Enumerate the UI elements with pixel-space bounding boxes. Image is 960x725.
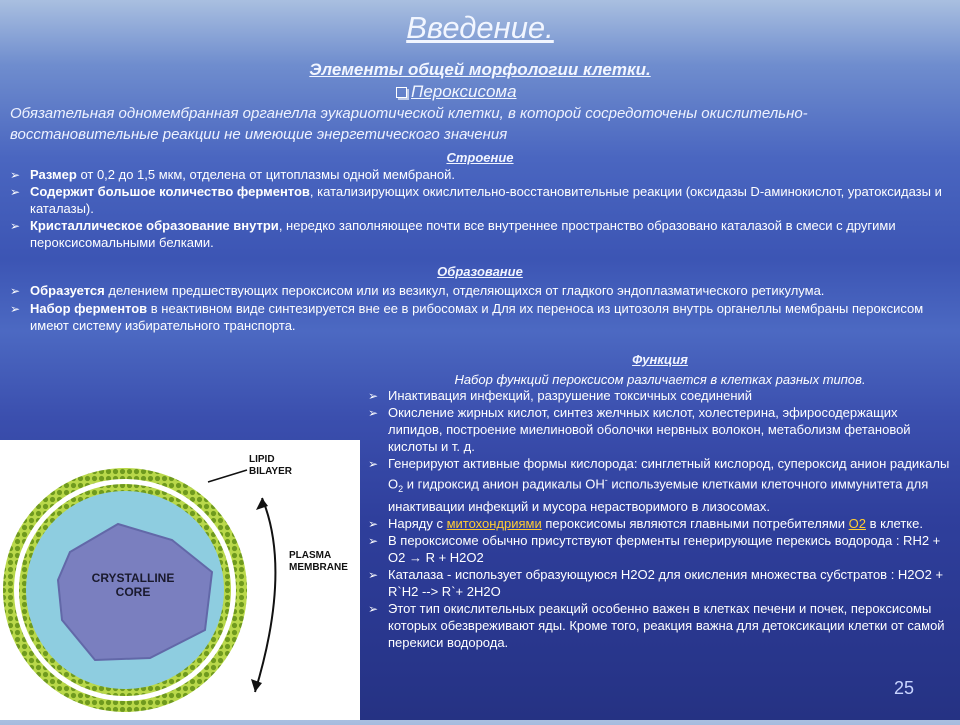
- arrow-bullet-icon: ➢: [10, 185, 21, 199]
- arrow-bullet-icon: ➢: [10, 284, 21, 298]
- arrow-bullet-icon: ➢: [368, 516, 379, 531]
- plasma-membrane-label: PLASMA: [289, 550, 332, 561]
- lipid-pointer-line: [208, 470, 247, 482]
- structure-list: [6, 166, 950, 251]
- arrow-bullet-icon: ➢: [10, 168, 21, 182]
- arrow-bullet-icon: ➢: [368, 533, 379, 548]
- core-label: CRYSTALLINE: [91, 571, 175, 585]
- list-item: ➢ Генерируют активные формы кислорода: синглетный кислород, супероксид анион радикалы $О_2$ и гидроксид анион радикалы ОН- используемые клетками клеточного иммунитета для инактивации инфекций и мусора нерастворимого в лизосомах.: [368, 456, 950, 514]
- definition-text: Обязательная одномембранная органелла эукариотической клетки, в которой сосредоточены окислительно-восстановительные реакции не имеющие энергетического значения: [10, 105, 808, 143]
- core-label: CORE: [115, 585, 151, 599]
- checkbox-bullet-icon: [396, 87, 407, 98]
- list-item: ➢ Инактивация инфекций, разрушение токсичных соединений: [368, 388, 753, 403]
- organelle-name: Пероксисома: [411, 82, 517, 101]
- lipid-bilayer-label: LIPID: [249, 454, 275, 465]
- arrow-bullet-icon: ➢: [368, 406, 379, 420]
- organelle-heading: [396, 82, 517, 102]
- membrane-arc-arrow: [255, 498, 275, 692]
- function-heading: Функция: [632, 352, 688, 367]
- structure-heading: Строение: [446, 150, 514, 165]
- arrow-bullet-icon: ➢: [368, 389, 379, 403]
- lipid-bilayer-label: BILAYER: [249, 466, 292, 477]
- formation-list: [6, 282, 950, 334]
- formation-heading: Образование: [437, 264, 523, 279]
- peroxisome-illustration: [0, 440, 360, 720]
- list-item: ➢ Содержит большое количество ферментов, катализирующих окислительно-восстановительные реакции (оксидазы D-аминокислот, уратоксидазы и каталазы).: [10, 184, 942, 216]
- mitochondria-link[interactable]: митохондриями: [446, 515, 542, 531]
- function-list: [364, 387, 950, 651]
- peroxisome-diagram: [0, 440, 360, 720]
- list-item: ➢ Размер от 0,2 до 1,5 мкм, отделена от цитоплазмы одной мембраной.: [10, 167, 455, 182]
- function-intro: Набор функций пероксисом различается в клетках разных типов.: [454, 372, 866, 387]
- list-item: ➢ Набор ферментов в неактивном виде синтезируется вне ее в рибосомах и Для их переноса из цитозоля внутрь органеллы мембраны пероксисом имеют систему избирательного транспорта.: [10, 301, 924, 333]
- arrow-bullet-icon: ➢: [368, 567, 379, 582]
- list-item: ➢ В пероксисоме обычно присутствуют ферменты генерирующие перекись водорода : RH2 + O2 → R + H2O2: [368, 532, 941, 565]
- list-item: ➢ Кристаллическое образование внутри, нередко заполняющее почти все внутреннее пространство образовано каталазой в смеси с другими пероксисомальными белками.: [10, 218, 896, 250]
- list-item: ➢ Этот тип окислительных реакций особенно важен в клетках печени и почек, пероксисомы которых обезвреживают яды. Кроме того, реакция важна для детоксикации клетки от самой перекиси водорода.: [368, 600, 945, 650]
- list-item: ➢ Образуется делением предшествующих пероксисом или из везикул, отделяющихся от гладкого эндоплазматического ретикулума.: [10, 283, 825, 298]
- list-item: ➢ Наряду с митохондриями пероксисомы являются главными потребителями O2 в клетке.: [368, 515, 923, 531]
- list-item: ➢ Каталаза - использует образующуюся H2O2 для окисления множества субстратов : H2O2 + R`H2 --> R`+ 2H2O: [368, 566, 944, 599]
- oxygen-link[interactable]: O2: [848, 515, 866, 531]
- page-number: 25: [894, 678, 915, 698]
- slide-subtitle: Элементы общей морфологии клетки.: [309, 60, 651, 79]
- arrow-bullet-icon: ➢: [10, 302, 21, 316]
- arrow-head-icon: [251, 679, 262, 692]
- list-item: ➢ Окисление жирных кислот, синтез желчных кислот, холестерина, эфиросодержащих липидов, построение миелиновой оболочки нервных волокон, метаболизм фетановой кислоты и т. д.: [368, 405, 911, 454]
- slide-title: Введение.: [406, 10, 554, 45]
- arrow-bullet-icon: ➢: [10, 219, 21, 233]
- arrow-bullet-icon: ➢: [368, 457, 379, 471]
- plasma-membrane-label: MEMBRANE: [289, 562, 348, 573]
- arrow-bullet-icon: ➢: [368, 601, 379, 616]
